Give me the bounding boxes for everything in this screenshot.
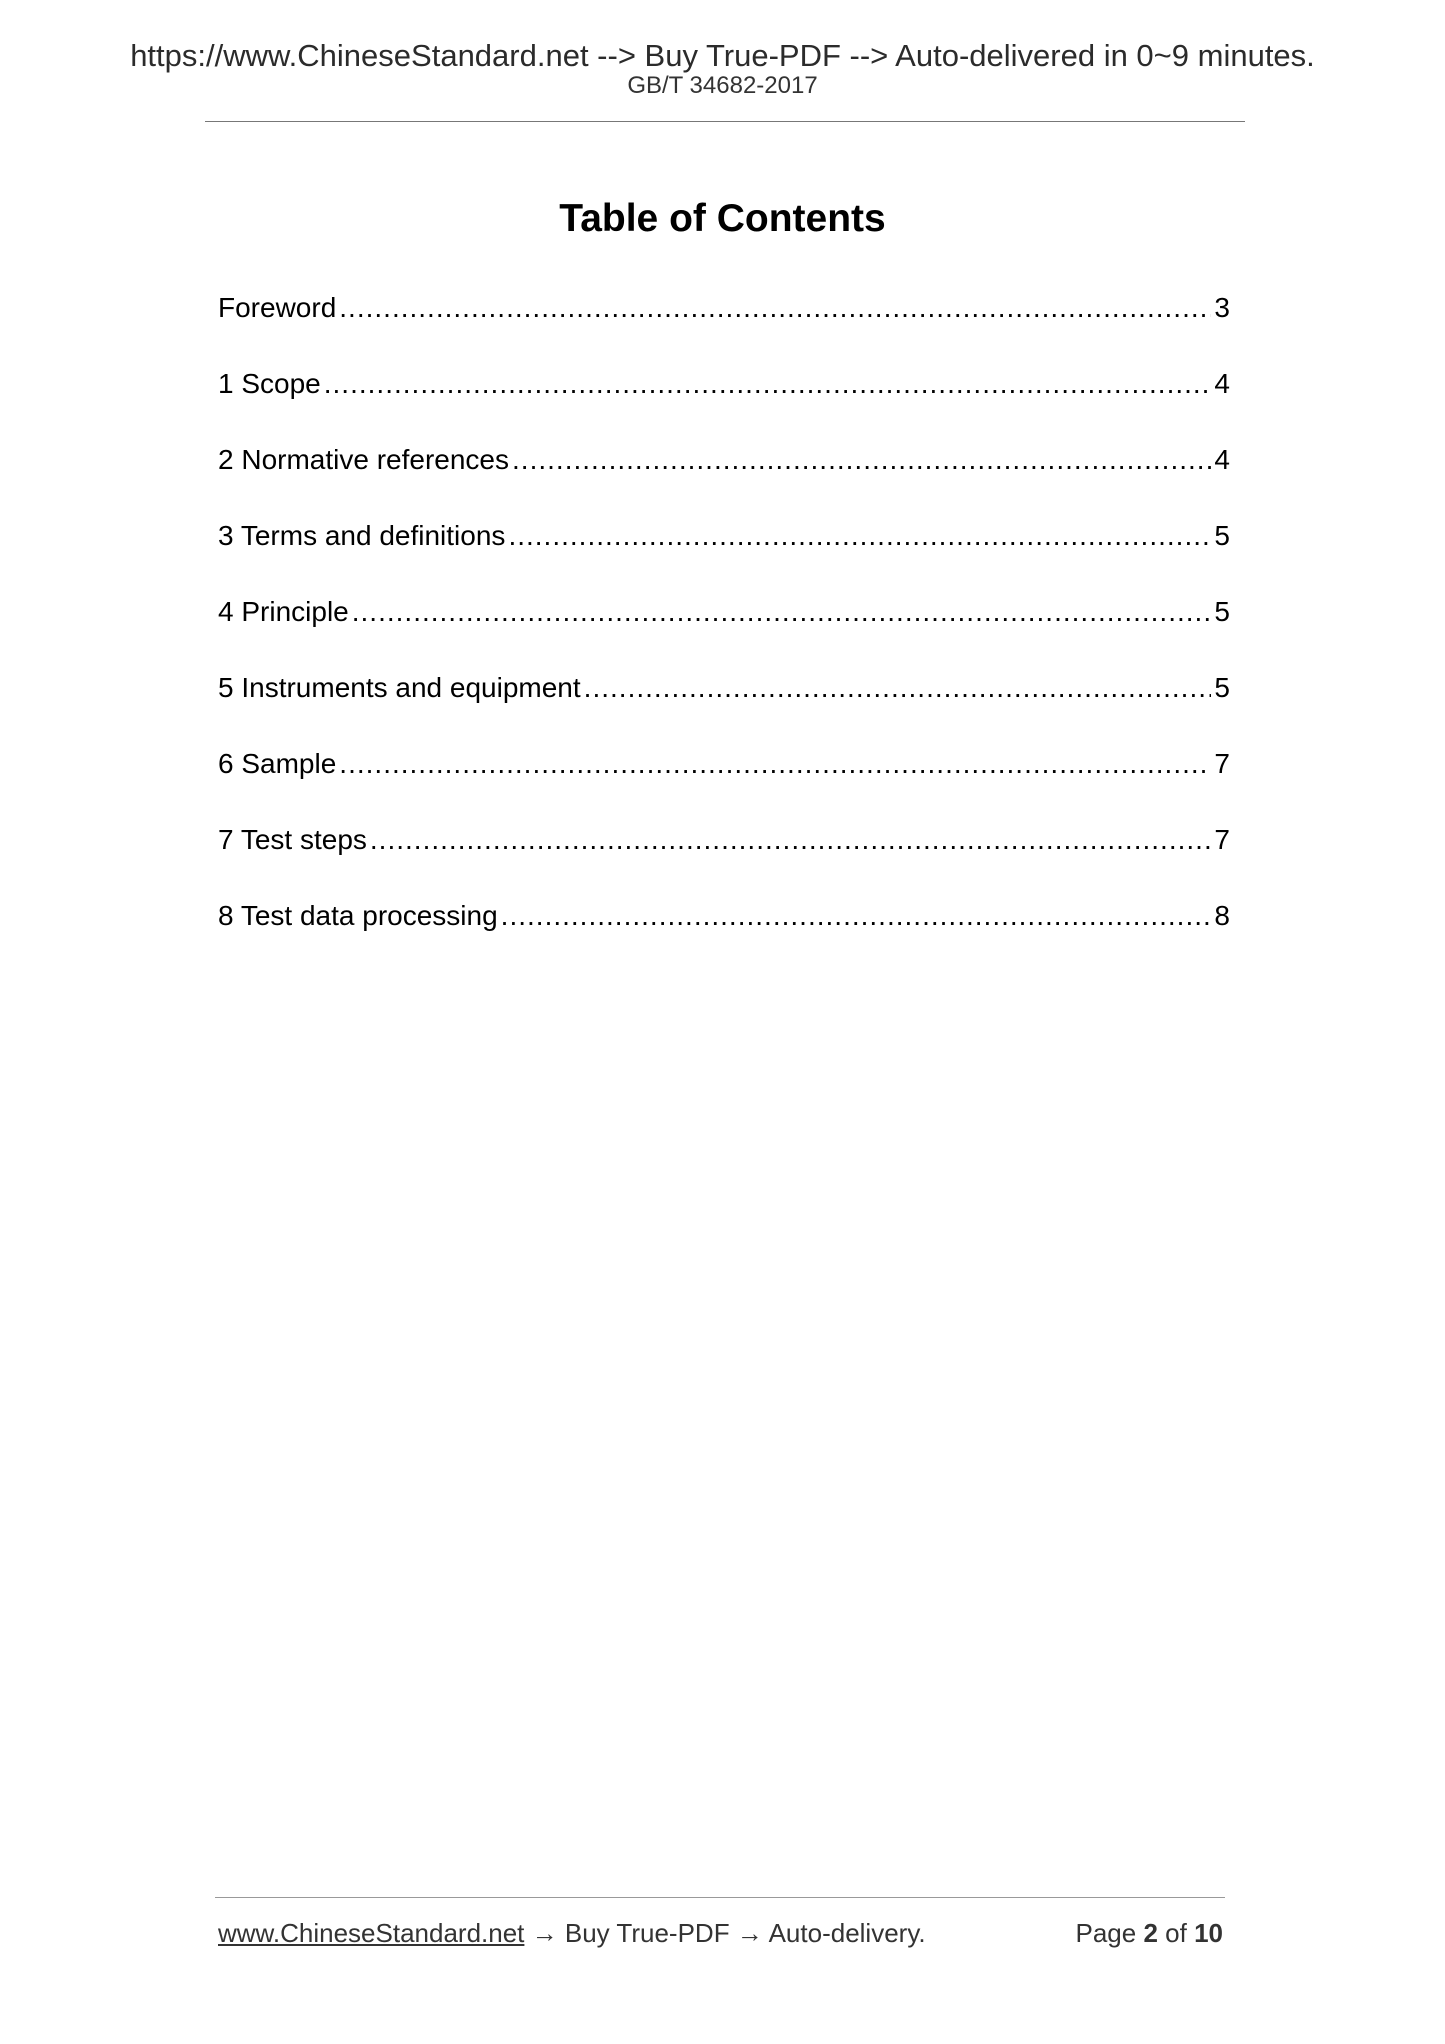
- toc-entry-label: 1 Scope: [218, 368, 321, 399]
- toc-entry-label: 5 Instruments and equipment: [218, 672, 581, 703]
- toc-entry-instruments-and-equipment[interactable]: [218, 664, 1230, 740]
- toc-entry-test-data-processing[interactable]: [218, 892, 1230, 968]
- toc-dot-leader: [370, 816, 1212, 864]
- footer-tagline: → Buy True-PDF → Auto-delivery.: [531, 1918, 926, 1948]
- toc-entry-label: 7 Test steps: [218, 824, 367, 855]
- toc-entry-page: 7: [1214, 824, 1230, 855]
- toc-entry-label: 4 Principle: [218, 596, 349, 627]
- header-divider: [205, 121, 1245, 122]
- toc-entry-page: 8: [1214, 900, 1230, 931]
- toc-entry-principle[interactable]: [218, 588, 1230, 664]
- document-code: GB/T 34682-2017: [627, 72, 818, 99]
- toc-entry-terms-and-definitions[interactable]: [218, 512, 1230, 588]
- toc-dot-leader: [512, 436, 1211, 484]
- toc-entry-label: 6 Sample: [218, 748, 337, 779]
- toc-dot-leader: [352, 588, 1212, 636]
- footer-promo: [218, 1916, 926, 1950]
- page-total: 10: [1194, 1918, 1223, 1948]
- toc-entry-page: 3: [1214, 292, 1230, 323]
- toc-entry-page: 5: [1214, 520, 1230, 551]
- page-word: Page: [1075, 1918, 1137, 1948]
- toc-entry-label: 8 Test data processing: [218, 900, 498, 931]
- header-banner: https://www.ChineseStandard.net --> Buy True-PDF --> Auto-delivered in 0~9 minutes.: [130, 38, 1315, 73]
- page-current: 2: [1143, 1918, 1158, 1948]
- page-number: [1075, 1916, 1223, 1950]
- toc-entry-test-steps[interactable]: [218, 816, 1230, 892]
- toc-entry-page: 5: [1214, 672, 1230, 703]
- toc-entry-normative-references[interactable]: [218, 436, 1230, 512]
- table-of-contents: [218, 284, 1230, 968]
- page-title: Table of Contents: [559, 197, 886, 241]
- toc-dot-leader: [324, 360, 1212, 408]
- toc-dot-leader: [584, 664, 1212, 712]
- of-word: of: [1165, 1918, 1187, 1948]
- footer-site-link[interactable]: www.ChineseStandard.net: [218, 1918, 525, 1948]
- toc-dot-leader: [508, 512, 1211, 560]
- toc-dot-leader: [339, 740, 1211, 788]
- toc-entry-page: 4: [1214, 368, 1230, 399]
- toc-entry-scope[interactable]: [218, 360, 1230, 436]
- footer-divider: [215, 1897, 1225, 1898]
- toc-entry-label: 2 Normative references: [218, 444, 510, 475]
- toc-entry-page: 7: [1214, 748, 1230, 779]
- toc-dot-leader: [501, 892, 1212, 940]
- toc-entry-page: 5: [1214, 596, 1230, 627]
- toc-entry-page: 4: [1214, 444, 1230, 475]
- toc-entry-label: 3 Terms and definitions: [218, 520, 506, 551]
- toc-entry-sample[interactable]: [218, 740, 1230, 816]
- toc-entry-foreword[interactable]: [218, 284, 1230, 360]
- toc-entry-label: Foreword: [218, 292, 337, 323]
- toc-dot-leader: [339, 284, 1211, 332]
